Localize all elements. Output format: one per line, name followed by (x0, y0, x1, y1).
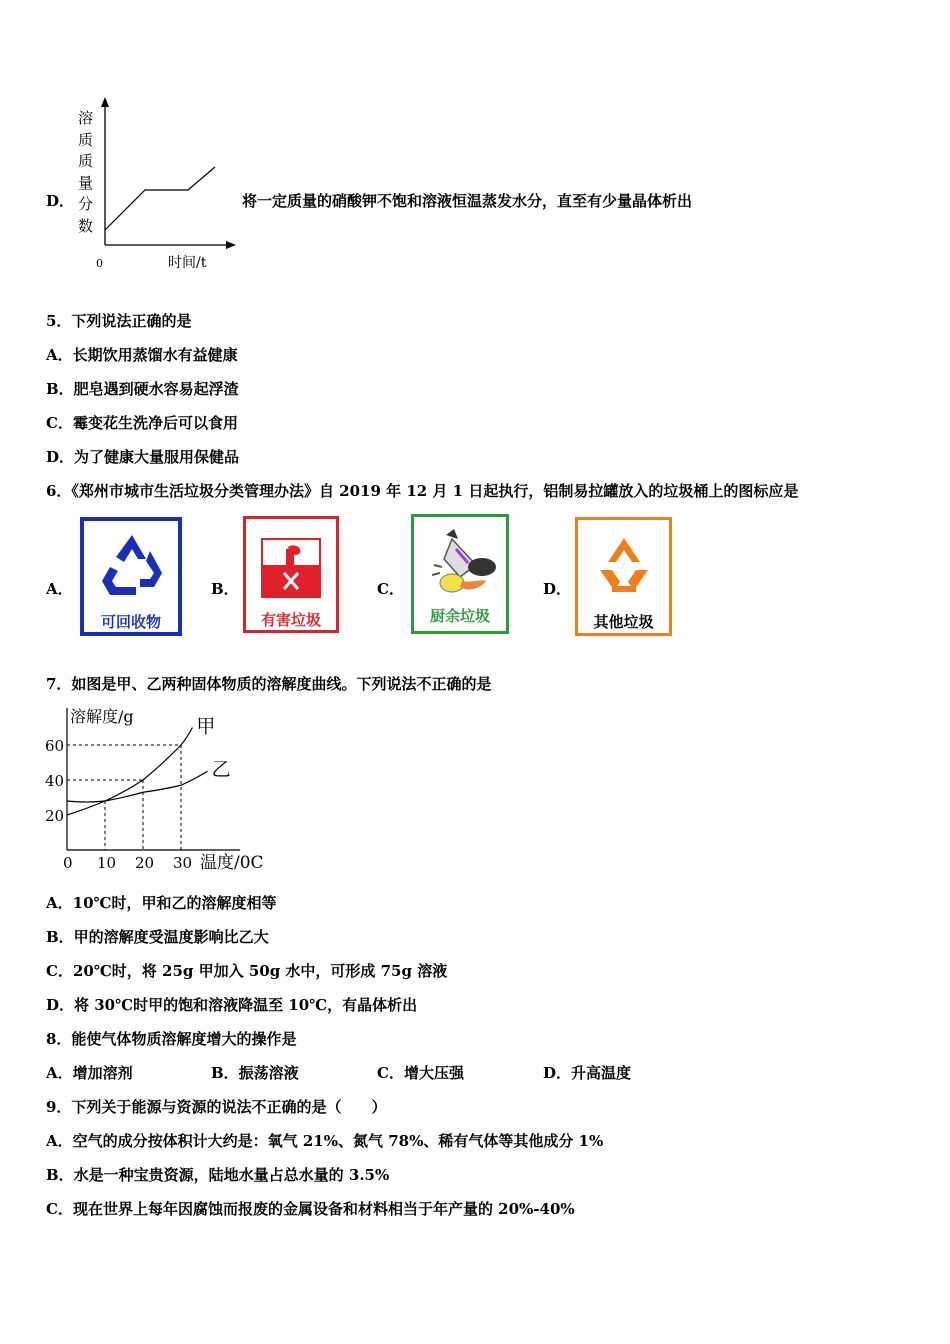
recycle-icon (96, 529, 168, 601)
q9-option-c: C．现在世界上每年因腐蚀而报废的金属设备和材料相当于年产量的 20%-40% (46, 1200, 575, 1218)
q4-d-y-char: 分 (78, 195, 94, 213)
q7-option-c: C．20℃时，将 25g 甲加入 50g 水中，可形成 75g 溶液 (46, 962, 448, 980)
q6-sign-other-waste (575, 517, 672, 636)
q7-option-d: D．将 30℃时甲的饱和溶液降温至 10℃，有晶体析出 (46, 996, 418, 1014)
q6-sign-food-waste (411, 514, 509, 634)
q5-option-d: D．为了健康大量服用保健品 (46, 448, 240, 466)
q6-sign-hazardous-text: 有害垃圾 (260, 611, 321, 629)
q4-option-d-text: 将一定质量的硝酸钾不饱和溶液恒温蒸发水分，直至有少量晶体析出 (242, 192, 693, 210)
y-tick-label: 20 (45, 807, 65, 825)
q4-d-y-arrow (101, 97, 109, 107)
q6-option-d-label: D． (543, 580, 572, 598)
q8-option-a: A．增加溶剂 (46, 1064, 133, 1082)
series-label-jia: 甲 (196, 715, 216, 738)
series-label-yi: 乙 (211, 758, 231, 781)
x-tick-label: 0 (63, 854, 73, 872)
x-tick-label: 10 (97, 854, 117, 872)
q4-d-x-label: 时间/t (168, 255, 207, 271)
q8-option-b: B．振荡溶液 (211, 1064, 299, 1082)
q6-sign-other-waste-text: 其他垃圾 (593, 613, 654, 631)
q4-d-y-label (78, 108, 98, 237)
q4-d-y-char: 质 (78, 152, 94, 170)
q6-option-a-label: A． (46, 580, 73, 598)
q5-stem: 5．下列说法正确的是 (46, 312, 192, 330)
q6-sign-recyclable (80, 517, 182, 636)
q9-option-a: A．空气的成分按体积计大约是：氧气 21%、氮气 78%、稀有气体等其他成分 1% (46, 1132, 604, 1150)
q5-option-c: C．霉变花生洗净后可以食用 (46, 414, 238, 432)
series-layer (67, 716, 231, 816)
q8-option-c: C．增大压强 (377, 1064, 464, 1082)
q4-d-y-char: 溶 (78, 109, 94, 127)
q7-stem: 7．如图是甲、乙两种固体物质的溶解度曲线。下列说法不正确的是 (46, 675, 492, 693)
x-tick-label: 20 (135, 854, 155, 872)
other-waste-icon (594, 536, 654, 600)
q4-d-origin: 0 (96, 257, 103, 270)
q8-stem: 8．能使气体物质溶解度增大的操作是 (46, 1030, 297, 1048)
q6-sign-hazardous (243, 516, 339, 633)
q9-stem: 9．下列关于能源与资源的说法不正确的是（ ） (46, 1098, 387, 1116)
q5-option-b: B．肥皂遇到硬水容易起浮渣 (46, 380, 239, 398)
series-line-jia (67, 728, 192, 803)
q4-d-y-char: 数 (78, 216, 94, 235)
q7-option-b: B．甲的溶解度受温度影响比乙大 (46, 928, 269, 946)
q9-option-b: B．水是一种宝贵资源，陆地水量占总水量的 3.5% (46, 1166, 390, 1184)
q4-d-curve (105, 167, 215, 230)
solubility-chart (40, 700, 280, 880)
y-tick-label: 40 (45, 772, 65, 790)
q6-sign-food-waste-text: 厨余垃圾 (429, 607, 490, 625)
q8-option-d: D．升高温度 (543, 1064, 632, 1082)
q6-option-b-label: B． (211, 580, 239, 598)
x-tick-label: 30 (173, 854, 193, 872)
q4-option-d-label: D． (46, 192, 75, 210)
q5-option-a: A．长期饮用蒸馏水有益健康 (46, 346, 238, 364)
q6-sign-recyclable-text: 可回收物 (100, 613, 161, 631)
y-tick-label: 60 (45, 737, 65, 755)
hazard-icon (260, 537, 322, 599)
chart-x-label: 温度/0C (200, 853, 264, 873)
q7-option-a: A．10℃时，甲和乙的溶解度相等 (46, 894, 277, 912)
q4-d-y-char: 量 (78, 173, 94, 192)
q4-option-d (0, 0, 950, 290)
series-line-yi (67, 771, 208, 815)
q4-d-y-char: 质 (78, 130, 94, 149)
chart-y-label: 溶解度/g (70, 707, 134, 726)
q4-d-x-arrow (226, 241, 236, 249)
food-waste-icon (424, 525, 500, 601)
q6-option-c-label: C． (377, 580, 404, 598)
q6-stem: 6．《郑州市城市生活垃圾分类管理办法》自 2019 年 12 月 1 日起执行，铝制易拉罐放入的垃圾桶上的图标应是 (46, 482, 799, 500)
